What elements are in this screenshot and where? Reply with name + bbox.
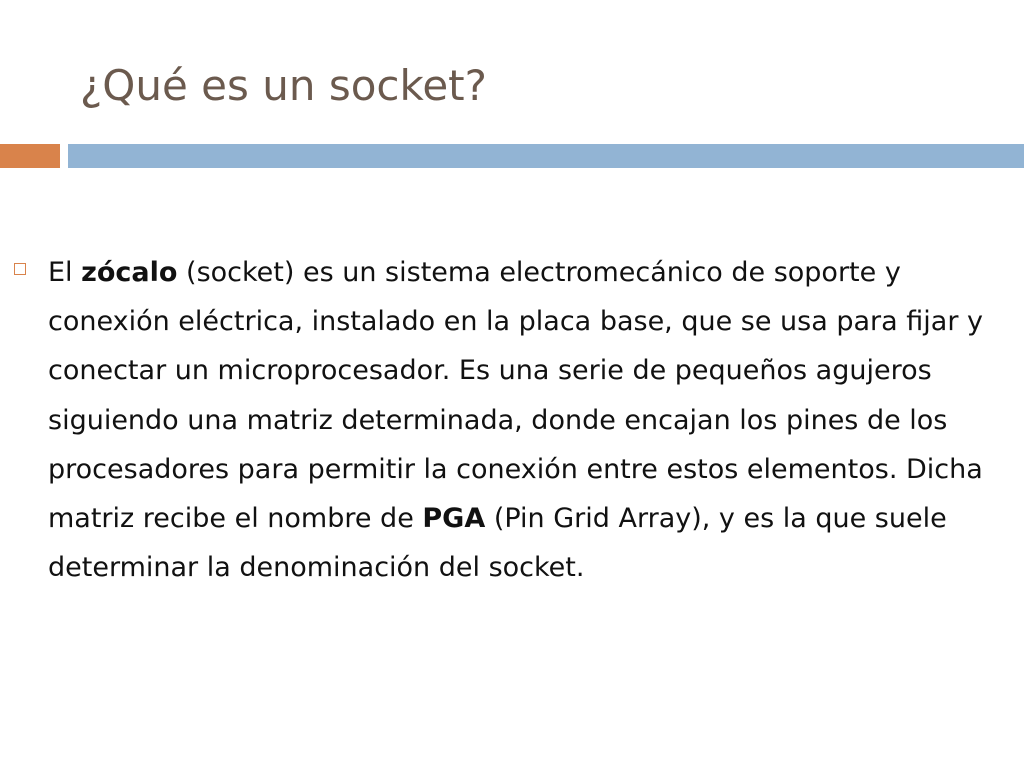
accent-bar-blue [68, 144, 1024, 168]
bullet-text-segment: El [48, 257, 82, 288]
bullet-text-segment: (socket) es un sistema electromecánico de soporte y conexión eléctrica, instalado en la placa base, que se usa para fijar y conectar un microprocesador. Es una serie de pequeños agujeros siguiendo una matriz determinada, donde encajan los pines de los procesadores para permitir la conexión entre estos elementos. Dicha matriz recibe el nombre de [48, 257, 983, 535]
bullet-text [48, 248, 1010, 592]
bold-term-zocalo: zócalo [81, 257, 178, 288]
bullet-text-segment: (Pin Grid Array), y es la que suele determinar la denominación del socket. [48, 503, 947, 584]
square-bullet-icon [14, 263, 26, 275]
slide-content [14, 248, 1014, 592]
slide-title: ¿Qué es un socket? [80, 61, 487, 110]
accent-bar-orange [0, 144, 60, 168]
bullet-item [14, 248, 1014, 592]
bold-term-pga: PGA [422, 503, 486, 535]
